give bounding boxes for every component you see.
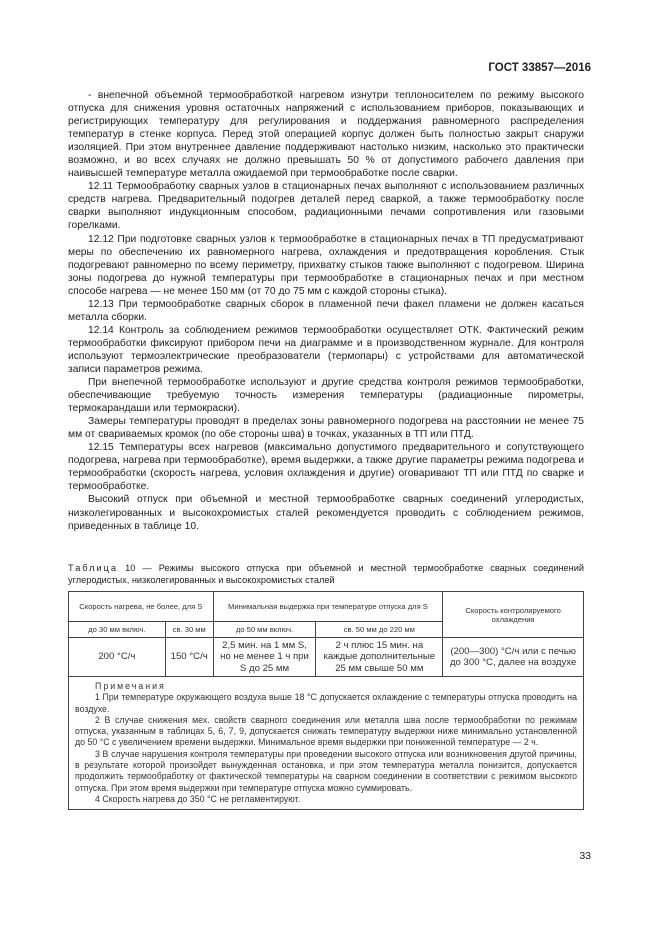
paragraph: - внепечной объемной термообработкой нагревом изнутри теплоносителем по режиму высокого отпуска для снижения уровня остаточных напряжений с использованием приборов, показывающих и регистрирующих температуру для регулирования и поддержания равномерного распределения температур в стенке корпуса. Перед этой операцией корпус должен быть полностью закрыт снаружи изоляцией. При этом внутреннее давление поддерживают настолько низким, насколько это практически возможно, и во всех случаях не должно превышать 50 % от допустимого рабочего давления при наивысшей температуре металла ожидаемой при термообработке после сварки. xyxy=(68,90,584,180)
paragraph: 12.15 Температуры всех нагревов (максимально допустимого предварительного и сопутствующего подогрева, нагрева при термообработке), время выдержки, а также другие параметры режима подогрева и термообработки (скорость нагрева, условия охлаждения и другие) оговаривают ТП или ПТД по сварке и термообработке. xyxy=(68,442,584,493)
body-text xyxy=(68,89,584,533)
header-cell: св. 50 мм до 220 мм xyxy=(316,622,443,638)
notes-title: Примечания xyxy=(95,681,166,691)
table-notes-row xyxy=(69,677,584,810)
table-header-row xyxy=(69,592,584,622)
paragraph: 12.13 При термообработке сварных сборок в пламенной печи факел пламени не должен касаться металла сборки. xyxy=(68,298,584,323)
tempering-table xyxy=(68,591,584,810)
table-cell: 150 °С/ч xyxy=(165,638,213,677)
table-cell: 2,5 мин. на 1 мм S, но не менее 1 ч при S до 25 мм xyxy=(213,638,316,677)
paragraph: При внепечной термообработке используют и другие средства контроля режимов термообработки, обеспечивающие требуемую точность измерения температуры (радиационные пирометры, термокарандаши или термокраски). xyxy=(68,377,584,415)
paragraph: 12.14 Контроль за соблюдением режимов термообработки осуществляет ОТК. Фактический режим термообработки фиксируют прибором печи на диаграмме и в производственном журнале. Для контроля используют термоэлектрические преобразователи (термопары) с устройствами для автоматической записи параметров режима. xyxy=(68,324,584,375)
header-cell: св. 30 мм xyxy=(165,622,213,638)
page-number: 33 xyxy=(579,850,591,862)
table-caption-text: 10 — Режимы высокого отпуска при объемной и местной термообработке сварных соединений углеродистых, низколегированных и высокохромистых сталей xyxy=(68,563,584,585)
note: 1 При температуре окружающего воздуха выше 18 °С допускается охлаждение с температуры отпуска проводить на воздухе. xyxy=(75,692,577,714)
note: 4 Скорость нагрева до 350 °С не регламентируют. xyxy=(95,793,301,804)
note: 2 В случае снижения мех. свойств сварного соединения или металла шва после термообработки по режимам отпуска, указанным в таблицах 5, 6, 7, 9, допускается снижать температуру выдержки ниже минимально установленной до 50 °С с увеличением времени выдержки. Минимальное время выдержки при пониженной температуре — 2 ч. xyxy=(75,714,577,748)
header-cell: Минимальная выдержка при температуре отпуска для S xyxy=(213,592,443,622)
paragraph: 12.12 При подготовке сварных узлов к термообработке в стационарных печах в ТП предусматривают меры по обеспечению их равномерного нагрева, охлаждения и предотвращения коробления. Стык подогревают равномерно по всему периметру, прихватку стыков также выполняют с подогревом. Ширина зоны подогрева до нужной температуры при термообработке в стационарных печах и при местном способе нагрева — не менее 150 мм (от 70 до 75 мм с каждой стороны стыка). xyxy=(68,233,584,297)
table-cell: (200—300) °С/ч или с печью до 300 °С, далее на воздухе xyxy=(443,638,584,677)
header-cell: до 50 мм включ. xyxy=(213,622,316,638)
note: 3 В случае нарушения контроля температуры при проведении высокого отпуска или возникновения другой причины, в результате которой произойдет вынужденная остановка, и при этом температура металла понизится, допускается продолжить термообработку от фактической температуры на сварном соединении в соответствии с режимом высокого отпуска. При этом время выдержки при температуре отпуска можно суммировать. xyxy=(75,748,577,793)
paragraph: Высокий отпуск при объемной и местной термообработке сварных соединений углеродистых, низколегированных и высокохромистых сталей рекомендуется проводить с соблюдением режимов, приведенных в таблице 10. xyxy=(68,494,584,532)
standard-header: ГОСТ 33857—2016 xyxy=(488,62,591,74)
header-cell: Скорость контролируемого охлаждения xyxy=(443,592,584,638)
table-cell: 2 ч плюс 15 мин. на каждые дополнительные 25 мм свыше 50 мм xyxy=(316,638,443,677)
paragraph: 12.11 Термообработку сварных узлов в стационарных печах выполняют с использованием различных средств нагрева. Предварительный подогрев деталей перед сваркой, а также термообработку после сварки выполняют индукционным способом, радиационными печами сопротивления или газовыми горелками. xyxy=(68,181,584,232)
paragraph: Замеры температуры проводят в пределах зоны равномерного подогрева на расстоянии не менее 75 мм от свариваемых кромок (по обе стороны шва) в точках, указанных в ТП или ПТД. xyxy=(68,416,584,441)
header-cell: до 30 мм включ. xyxy=(69,622,166,638)
table-caption-label: Таблица xyxy=(68,563,119,573)
table-caption xyxy=(68,562,584,586)
table-row xyxy=(69,638,584,677)
table-cell: 200 °С/ч xyxy=(69,638,166,677)
table-notes xyxy=(69,677,584,810)
header-cell: Скорость нагрева, не более, для S xyxy=(69,592,214,622)
